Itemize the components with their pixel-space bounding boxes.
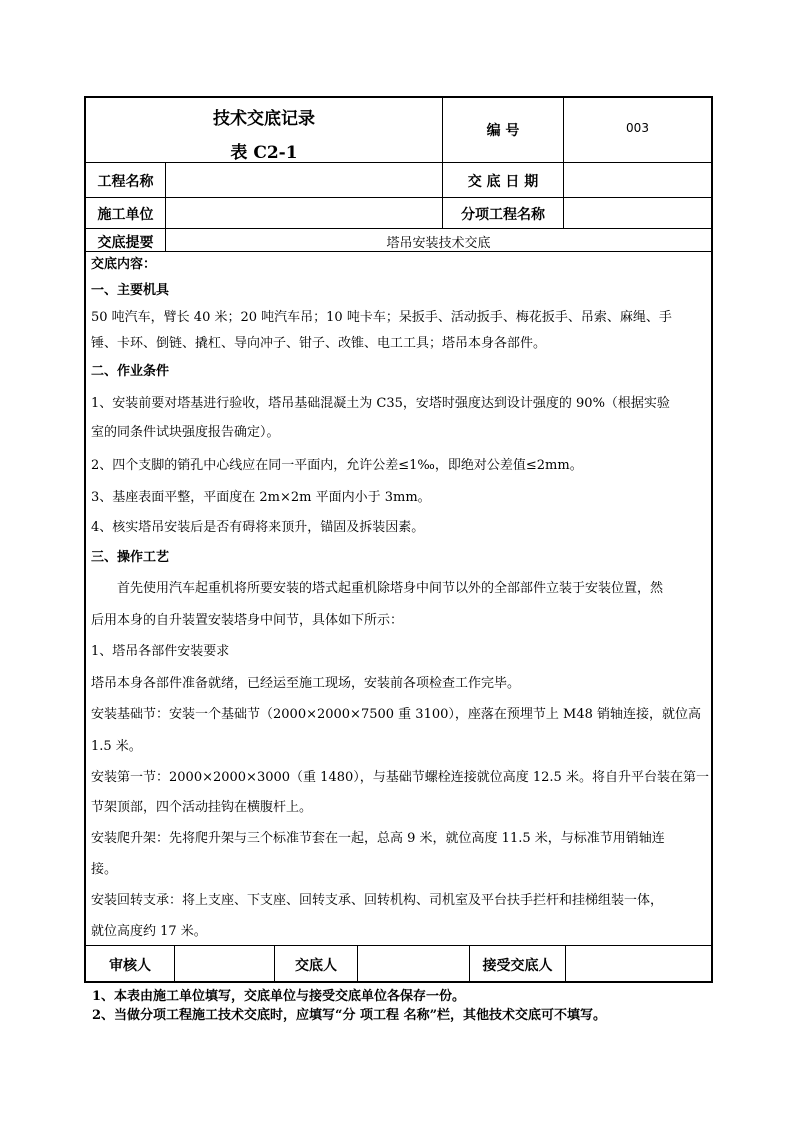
content-line: 安装爬升架：先将爬升架与三个标准节套在一起，总高 9 米，就位高度 11.5 米，与标准节用销轴连	[91, 831, 665, 846]
content-line: 安装回转支承：将上支座、下支座、回转支承、回转机构、司机室及平台扶手拦杆和挂梯组装一体，	[91, 893, 664, 908]
content-line: 交底内容：	[91, 257, 157, 272]
form-code: 表 C2-1	[230, 143, 298, 163]
footnote: 1、本表由施工单位填写，交底单位与接受交底单位各保存一份。	[92, 989, 466, 1004]
receiver-label: 接受交底人	[482, 958, 553, 974]
reviewer-label: 审核人	[109, 958, 151, 974]
content-line: 就位高度约 17 米。	[91, 924, 207, 939]
receiver-field[interactable]	[569, 955, 707, 973]
content-line: 三、操作工艺	[91, 550, 170, 565]
content-line: 室的同条件试块强度报告确定）。	[91, 425, 280, 440]
content-line: 1.5 米。	[91, 739, 142, 754]
content-line: 后用本身的自升装置安装塔身中间节，具体如下所示：	[91, 613, 404, 628]
content-line: 安装第一节：2000×2000×3000（重 1480），与基础节螺栓连接就位高度 12.5 米。将自升平台装在第一	[91, 770, 709, 785]
content-line: 安装基础节：安装一个基础节（2000×2000×7500 重 3100），座落在预埋节上 M48 销轴连接，就位高	[91, 707, 702, 722]
content-line: 3、基座表面平整，平面度在 2m×2m 平面内小于 3mm。	[91, 490, 431, 505]
form-title: 技术交底记录	[213, 109, 315, 129]
construction-unit-field[interactable]	[170, 204, 440, 222]
sub-project-label: 分项工程名称	[461, 207, 545, 223]
summary-label: 交底提要	[97, 235, 154, 251]
date-field[interactable]	[568, 171, 708, 189]
content-line: 接。	[91, 862, 118, 877]
project-name-field[interactable]	[170, 171, 440, 189]
footnote: 2、当做分项工程施工技术交底时，应填写“分 项工程 名称”栏，其他技术交底可不填写。	[92, 1008, 607, 1023]
content-line: 1、安装前要对塔基进行验收，塔吊基础混凝土为 C35，安塔时强度达到设计强度的 90%（根据实验	[91, 396, 670, 411]
sub-project-field[interactable]	[568, 204, 708, 222]
content-line: 二、作业条件	[91, 364, 170, 379]
content-line: 一、主要机具	[91, 283, 170, 298]
discloser-field[interactable]	[361, 955, 465, 973]
content-line: 锤、卡环、倒链、撬杠、导向冲子、钳子、改锥、电工工具；塔吊本身各部件。	[91, 336, 547, 351]
content-line: 塔吊本身各部件准备就绪，已经运至施工现场，安装前各项检查工作完毕。	[91, 676, 521, 691]
number-value[interactable]: 003	[626, 121, 649, 135]
content-line: 2、四个支脚的销孔中心线应在同一平面内，允许公差≤1‰，即绝对公差值≤2mm。	[91, 458, 583, 473]
content-line: 1、塔吊各部件安装要求	[91, 644, 230, 659]
discloser-label: 交底人	[295, 958, 337, 974]
reviewer-field[interactable]	[178, 955, 270, 973]
construction-unit-label: 施工单位	[97, 207, 154, 223]
content-line: 50 吨汽车，臂长 40 米；20 吨汽车吊；10 吨卡车；呆扳手、活动扳手、梅花扳手、吊索、麻绳、手	[91, 310, 672, 325]
content-line: 首先使用汽车起重机将所要安装的塔式起重机除塔身中间节以外的全部部件立装于安装位置，然	[117, 581, 664, 596]
project-name-label: 工程名称	[97, 174, 154, 190]
summary-value[interactable]: 塔吊安装技术交底	[386, 236, 491, 251]
date-label: 交 底 日 期	[467, 174, 539, 190]
content-line: 4、核实塔吊安装后是否有碍将来顶升，锚固及拆装因素。	[91, 520, 425, 535]
content-line: 节架顶部，四个活动挂钩在横腹杆上。	[91, 800, 313, 815]
number-label: 编 号	[486, 123, 520, 139]
